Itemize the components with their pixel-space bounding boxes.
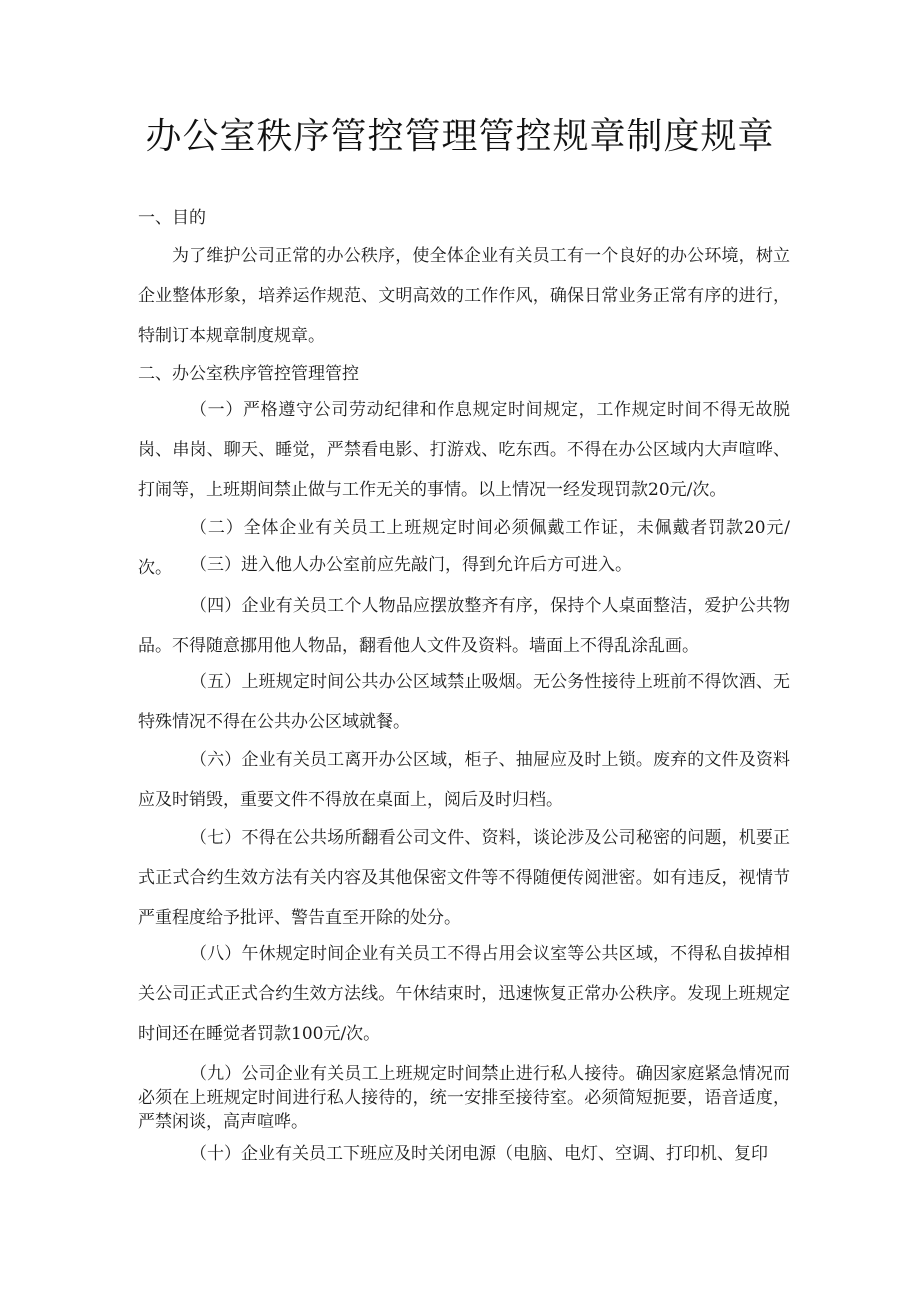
rule-item-6: （六）企业有关员工离开办公区域，柜子、抽屉应及时上锁。废弃的文件及资料应及时销毁，重要文件不得放在桌面上，阅后及时归档。 [138, 750, 790, 810]
rule-item-4: （四）企业有关员工个人物品应摆放整齐有序，保持个人桌面整洁，爱护公共物品。不得随意挪用他人物品，翻看他人文件及资料。墙面上不得乱涂乱画。 [138, 596, 790, 656]
document-title: 办公室秩序管控管理管控规章制度规章 [145, 116, 775, 157]
section-heading-purpose: 一、目的 [138, 208, 206, 228]
rule-item-9: （九）公司企业有关员工上班规定时间禁止进行私人接待。确因家庭紧急情况而必须在上班规定时间进行私人接待的，统一安排至接待室。必须简短扼要，语音适度，严禁闲谈，高声喧哗。 [138, 1064, 790, 1132]
rule-item-5: （五）上班规定时间公共办公区域禁止吸烟。无公务性接待上班前不得饮酒、无特殊情况不得在公共办公区域就餐。 [138, 672, 790, 732]
section-heading-order-management: 二、办公室秩序管控管理管控 [138, 364, 359, 384]
rule-item-7: （七）不得在公共场所翻看公司文件、资料，谈论涉及公司秘密的问题，机要正式正式合约生效方法有关内容及其他保密文件等不得随便传阅泄密。如有违反，视情节严重程度给予批评、警告直至开除的处分。 [138, 828, 790, 928]
rule-item-1: （一）严格遵守公司劳动纪律和作息规定时间规定，工作规定时间不得无故脱岗、串岗、聊天、睡觉，严禁看电影、打游戏、吃东西。不得在办公区域内大声喧哗、打闹等，上班期间禁止做与工作无关的事情。以上情况一经发现罚款20元/次。 [138, 400, 790, 500]
rule-item-2: （二）全体企业有关员工上班规定时间必须佩戴工作证，未佩戴者罚款20元/次。 [138, 518, 790, 578]
rule-item-10: （十）企业有关员工下班应及时关闭电源（电脑、电灯、空调、打印机、复印 [190, 1144, 768, 1164]
rule-item-3: （三）进入他人办公室前应先敲门，得到允许后方可进入。 [190, 555, 632, 575]
purpose-paragraph: 为了维护公司正常的办公秩序，使全体企业有关员工有一个良好的办公环境，树立企业整体形象，培养运作规范、文明高效的工作作风，确保日常业务正常有序的进行，特制订本规章制度规章。 [138, 246, 790, 346]
rule-item-8: （八）午休规定时间企业有关员工不得占用会议室等公共区域，不得私自拔掉相关公司正式正式合约生效方法线。午休结束时，迅速恢复正常办公秩序。发现上班规定时间还在睡觉者罚款100元/次。 [138, 944, 790, 1044]
